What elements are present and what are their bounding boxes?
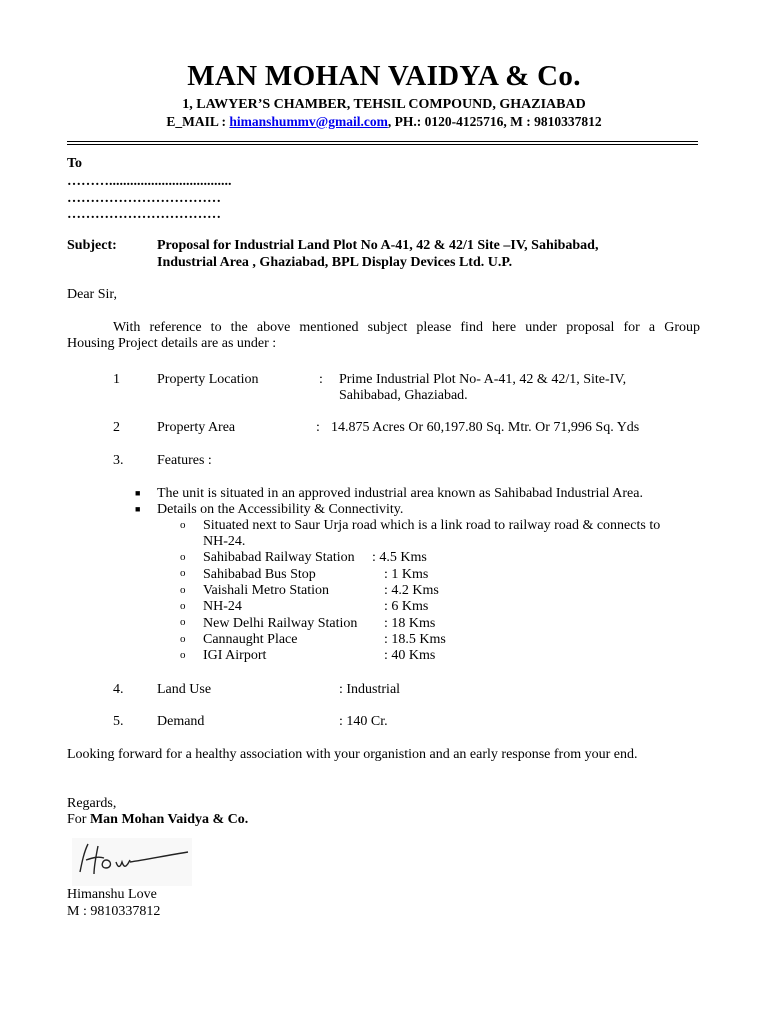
circle-bullet-icon: o: [180, 519, 186, 531]
header-rule: [67, 141, 698, 142]
item-5-value: : 140 Cr.: [339, 714, 388, 729]
to-line-1: ………...................................: [67, 174, 232, 189]
circle-bullet-icon: o: [180, 600, 186, 612]
feature-bullet-1: The unit is situated in an approved industrial area known as Sahibabad Industrial Area.: [157, 486, 643, 501]
circle-bullet-icon: o: [180, 551, 186, 563]
item-3-number: 3.: [113, 453, 124, 468]
intro-line-1: With reference to the above mentioned subject please find here under proposal for a Group: [113, 320, 700, 335]
item-2-label: Property Area: [157, 420, 236, 435]
circle-bullet-icon: o: [180, 649, 186, 661]
for-firm: [67, 812, 248, 828]
signatory-mobile: M : 9810337812: [67, 904, 161, 919]
salutation: Dear Sir,: [67, 287, 117, 302]
distance-value: : 6 Kms: [384, 599, 429, 614]
handwritten-signature: [72, 838, 192, 886]
distance-place: Sahibabad Railway Station: [203, 550, 355, 565]
to-line-3: ……………………………: [67, 207, 221, 222]
distance-place: NH-24: [203, 599, 242, 614]
circle-bullet-icon: o: [180, 567, 186, 579]
item-3-label: Features :: [157, 453, 212, 468]
header-rule-thin: [67, 144, 698, 145]
item-4-number: 4.: [113, 682, 124, 697]
distance-place: Cannaught Place: [203, 632, 298, 647]
intro-line-2: Housing Project details are as under :: [67, 336, 277, 351]
distance-value: : 4.2 Kms: [384, 583, 439, 598]
bullet-square-icon: ■: [135, 488, 141, 498]
signature-text: Hom: [102, 882, 104, 883]
distance-value: : 40 Kms: [384, 648, 436, 663]
regards: Regards,: [67, 796, 117, 811]
for-prefix: For: [67, 812, 90, 827]
to-label: To: [67, 156, 83, 171]
subject-label: Subject:: [67, 238, 117, 253]
subject-line-2: Industrial Area , Ghaziabad, BPL Display Devices Ltd. U.P.: [157, 255, 513, 270]
firm-name: MAN MOHAN VAIDYA & Co.: [187, 60, 581, 92]
item-2-number: 2: [113, 420, 120, 435]
distance-place: Sahibabad Bus Stop: [203, 567, 316, 582]
signatory-name: Himanshu Love: [67, 887, 157, 902]
phone-text: , PH.: 0120-4125716, M : 9810337812: [387, 114, 602, 129]
subject-line-1: Proposal for Industrial Land Plot No A-41, 42 & 42/1 Site –IV, Sahibabad,: [157, 238, 599, 253]
item-5-number: 5.: [113, 714, 124, 729]
distance-value: : 1 Kms: [384, 567, 429, 582]
distance-value: : 4.5 Kms: [372, 550, 427, 565]
item-4-value: : Industrial: [339, 682, 401, 697]
sub-bullet-line-2: NH-24.: [203, 534, 246, 549]
closing-sentence: Looking forward for a healthy association with your organistion and an early response from your end.: [67, 747, 638, 762]
item-2-value: 14.875 Acres Or 60,197.80 Sq. Mtr. Or 71,996 Sq. Yds: [331, 420, 640, 435]
email-link[interactable]: himanshummv@gmail.com: [229, 114, 388, 129]
circle-bullet-icon: o: [180, 616, 186, 628]
bullet-square-icon: ■: [135, 504, 141, 514]
distance-place: Vaishali Metro Station: [203, 583, 329, 598]
feature-bullet-2: Details on the Accessibility & Connectivity.: [157, 502, 404, 517]
for-firm-name: Man Mohan Vaidya & Co.: [89, 812, 249, 827]
sub-bullet-line-1: Situated next to Saur Urja road which is a link road to railway road & connects to: [203, 518, 661, 533]
firm-contact: [0, 114, 768, 130]
item-2-separator: :: [316, 420, 320, 435]
distance-place: New Delhi Railway Station: [203, 616, 358, 631]
email-label: E_MAIL :: [166, 114, 230, 129]
item-1-label: Property Location: [157, 372, 259, 387]
item-5-label: Demand: [157, 714, 205, 729]
item-1-number: 1: [113, 372, 120, 387]
item-1-value-line-2: Sahibabad, Ghaziabad.: [339, 388, 468, 403]
distance-value: : 18.5 Kms: [384, 632, 446, 647]
item-1-value-line-1: Prime Industrial Plot No- A-41, 42 & 42/1, Site-IV,: [339, 372, 627, 387]
item-4-label: Land Use: [157, 682, 212, 697]
distance-place: IGI Airport: [203, 648, 267, 663]
circle-bullet-icon: o: [180, 633, 186, 645]
item-1-separator: :: [319, 372, 323, 387]
to-line-2: ……………………………: [67, 191, 221, 206]
firm-address: 1, LAWYER’S CHAMBER, TEHSIL COMPOUND, GHAZIABAD: [182, 97, 586, 112]
distance-value: : 18 Kms: [384, 616, 436, 631]
circle-bullet-icon: o: [180, 584, 186, 596]
